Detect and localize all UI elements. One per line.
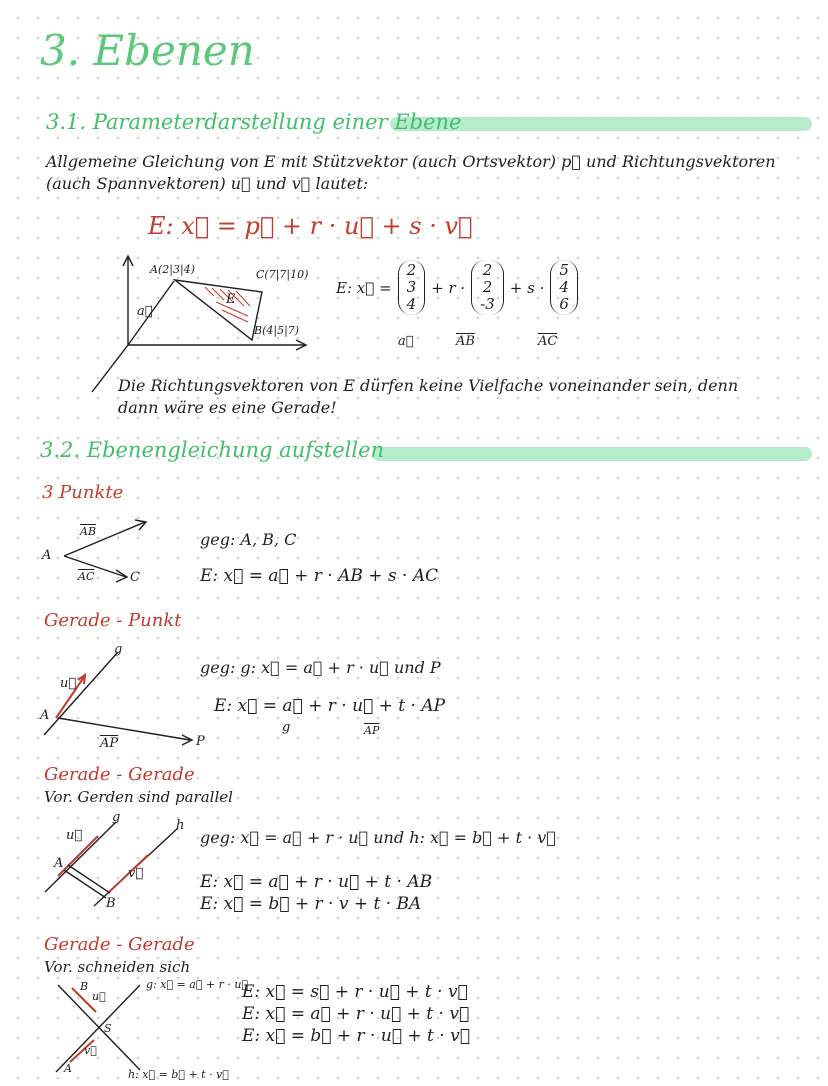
vector-u-label: u⃗ [92, 990, 106, 1003]
point-b-label: B [80, 980, 89, 993]
example-prefix: E: x⃗ = [336, 278, 392, 297]
case-3-punkte-title: 3 Punkte [42, 482, 124, 503]
case1-given: geg: A, B, C [200, 530, 297, 549]
point-c-label: C(7|7|10) [256, 268, 309, 281]
case-intersect-title: Gerade - Gerade [44, 934, 195, 955]
vector-2: 2 2 -3 [471, 260, 504, 315]
line-g-label: g [112, 810, 121, 825]
vector-2-caption: $\overline{AB}$ [456, 334, 475, 349]
page-title: 3. Ebenen [40, 26, 255, 75]
case2-under-ap: $\overline{AP}$ [364, 724, 380, 737]
point-a-label: A [42, 548, 52, 563]
case1-equation: E: x⃗ = a⃗ + r · AB + s · AC [200, 566, 439, 586]
vector-v-label: v⃗ [128, 866, 144, 881]
vector-1: 2 3 4 [398, 260, 426, 315]
point-c-label: C [130, 570, 140, 585]
note-line-1: Die Richtungsvektoren von E dürfen keine Vielfache voneinander sein, denn [118, 376, 739, 395]
line-g-equation: g: x⃗ = a⃗ + r · u⃗ [146, 978, 249, 991]
plane-label: E [226, 292, 236, 307]
vector-ac-label: $\overline{AC}$ [78, 570, 95, 583]
case-gerade-punkt-title: Gerade - Punkt [44, 610, 182, 631]
case2-under-g: g [282, 720, 291, 735]
example-op-2: + s · [509, 278, 545, 297]
case3-equation-1: E: x⃗ = a⃗ + r · u⃗ + t · AB [200, 872, 433, 892]
case4-equation-3: E: x⃗ = b⃗ + r · u⃗ + t · v⃗ [242, 1026, 470, 1046]
vector-1-caption: a⃗ [398, 334, 414, 349]
vector-3: 5 4 6 [550, 260, 578, 315]
case-intersect-subtitle: Vor. schneiden sich [44, 958, 191, 976]
note-line-2: dann wäre es eine Gerade! [118, 398, 337, 417]
vector-v-label: v⃗ [84, 1044, 97, 1057]
definition-line-1: Allgemeine Gleichung von E mit Stützvektor (auch Ortsvektor) p⃗ und Richtungsvektoren [46, 152, 776, 171]
line-g-label: g [114, 642, 123, 657]
case4-equation-1: E: x⃗ = s⃗ + r · u⃗ + t · v⃗ [242, 982, 468, 1002]
case4-equation-2: E: x⃗ = a⃗ + r · u⃗ + t · v⃗ [242, 1004, 470, 1024]
point-a-label: A [54, 856, 64, 871]
line-h-equation: h: x⃗ = b⃗ + t · v⃗ [128, 1068, 229, 1081]
point-s-label: S [104, 1022, 112, 1035]
general-equation: E: x⃗ = p⃗ + r · u⃗ + s · v⃗ [148, 212, 473, 240]
case2-given: geg: g: x⃗ = a⃗ + r · u⃗ und P [200, 658, 441, 677]
section-heading-3-1: 3.1. Parameterdarstellung einer Ebene [46, 110, 462, 134]
point-b-label: B(4|5|7) [254, 324, 300, 337]
section-heading-3-2: 3.2. Ebenengleichung aufstellen [40, 438, 385, 462]
case-parallel-title: Gerade - Gerade [44, 764, 195, 785]
point-p-label: P [196, 734, 205, 749]
example-op-1: + r · [431, 278, 466, 297]
vector-3-caption: $\overline{AC}$ [538, 334, 558, 349]
case2-equation: E: x⃗ = a⃗ + r · u⃗ + t · AP [214, 696, 446, 716]
vector-ab-label: $\overline{AB}$ [80, 525, 97, 538]
definition-line-2: (auch Spannvektoren) u⃗ und v⃗ lautet: [46, 174, 369, 193]
point-a-label: A(2|3|4) [150, 263, 195, 276]
vector-a-label: a⃗ [137, 304, 153, 319]
point-b-label: B [106, 896, 116, 911]
vector-ap-label: $\overline{AP}$ [100, 736, 119, 751]
point-a-label: A [64, 1062, 72, 1075]
case-parallel-subtitle: Vor. Gerden sind parallel [44, 788, 233, 806]
vector-u-label: u⃗ [60, 676, 77, 691]
point-a-label: A [40, 708, 50, 723]
vector-u-label: u⃗ [66, 828, 83, 843]
case3-equation-2: E: x⃗ = b⃗ + r · v + t · BA [200, 894, 422, 914]
case3-given: geg: x⃗ = a⃗ + r · u⃗ und h: x⃗ = b⃗ + t · v⃗ [200, 828, 556, 847]
line-h-label: h [176, 818, 185, 833]
